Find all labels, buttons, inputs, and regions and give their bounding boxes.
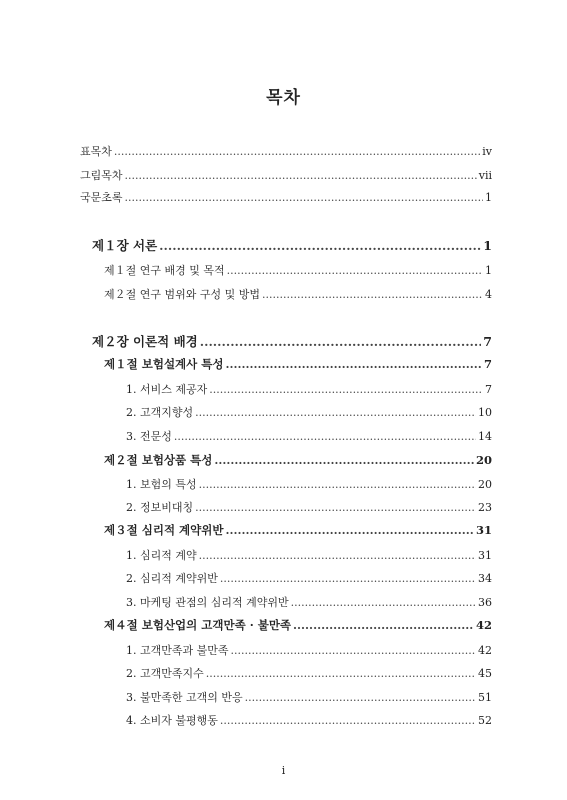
toc-label: 표목차 — [80, 145, 112, 158]
toc-section[interactable] — [104, 262, 492, 278]
toc-page: 7 — [483, 334, 492, 349]
toc-section[interactable] — [104, 452, 492, 468]
toc-page: 1 — [485, 264, 492, 277]
toc-item[interactable] — [126, 499, 492, 515]
toc-label: 2. 고객지향성 — [126, 406, 194, 419]
leader-dots — [220, 714, 476, 727]
toc-label: 2. 고객만족지수 — [126, 667, 204, 680]
toc-item[interactable] — [126, 689, 492, 705]
toc-chapter-2[interactable] — [92, 332, 492, 350]
toc-label: 2. 정보비대칭 — [126, 501, 194, 514]
page-number: i — [281, 764, 286, 777]
toc-section[interactable] — [104, 356, 492, 372]
toc-label: 3. 마케팅 관점의 심리적 계약위반 — [126, 596, 289, 609]
leader-dots — [159, 238, 481, 253]
leader-dots — [114, 145, 480, 158]
toc-label: 그림목차 — [80, 169, 123, 182]
toc-label: 제２절 연구 범위와 구성 및 방법 — [104, 288, 260, 301]
toc-item[interactable] — [126, 642, 492, 658]
leader-dots — [199, 478, 476, 491]
toc-label: 제２장 이론적 배경 — [92, 334, 198, 349]
toc-item[interactable] — [126, 476, 492, 492]
leader-dots — [226, 523, 474, 537]
leader-dots — [209, 383, 483, 396]
toc-entry-table-list[interactable] — [80, 143, 492, 159]
leader-dots — [226, 357, 482, 371]
toc-entry-abstract[interactable] — [80, 189, 492, 205]
toc-item[interactable] — [126, 381, 492, 397]
leader-dots — [125, 191, 483, 204]
toc-label: 4. 소비자 불평행동 — [126, 714, 218, 727]
toc-label: 1. 고객만족과 불만족 — [126, 644, 229, 657]
leader-dots — [125, 169, 477, 182]
toc-item[interactable] — [126, 404, 492, 420]
toc-entry-figure-list[interactable] — [80, 167, 492, 183]
toc-page: 1 — [483, 238, 492, 253]
leader-dots — [174, 430, 476, 443]
leader-dots — [199, 549, 476, 562]
toc-page: 51 — [478, 691, 492, 704]
toc-item[interactable] — [126, 665, 492, 681]
leader-dots — [245, 691, 476, 704]
toc-page: 7 — [485, 383, 492, 396]
toc-label: 2. 심리적 계약위반 — [126, 572, 218, 585]
toc-page: iv — [482, 145, 492, 158]
toc-page: 31 — [475, 523, 492, 537]
toc-item[interactable] — [126, 594, 492, 610]
toc-page: 36 — [478, 596, 492, 609]
toc-label: 3. 불만족한 고객의 반응 — [126, 691, 243, 704]
toc-label: 제４절 보험산업의 고객만족 · 불만족 — [104, 618, 292, 632]
leader-dots — [206, 667, 476, 680]
leader-dots — [291, 596, 476, 609]
toc-label: 국문초록 — [80, 191, 123, 204]
toc-page: 20 — [478, 478, 492, 491]
toc-label: 제１절 보험설계사 특성 — [104, 357, 224, 371]
toc-page: 10 — [478, 406, 492, 419]
leader-dots — [195, 501, 476, 514]
toc-page: 42 — [478, 644, 492, 657]
toc-section[interactable] — [104, 286, 492, 302]
toc-label: 제２절 보험상품 특성 — [104, 453, 213, 467]
toc-page: 45 — [478, 667, 492, 680]
toc-item[interactable] — [126, 570, 492, 586]
toc-label: 1. 보험의 특성 — [126, 478, 197, 491]
toc-page: 42 — [475, 618, 492, 632]
toc-page: 1 — [485, 191, 492, 204]
toc-page: 52 — [478, 714, 492, 727]
leader-dots — [231, 644, 477, 657]
toc-chapter-1[interactable] — [92, 236, 492, 254]
toc-page: 4 — [485, 288, 492, 301]
page-title: 목차 — [266, 88, 301, 108]
toc-item[interactable] — [126, 547, 492, 563]
toc-page: 14 — [478, 430, 492, 443]
leader-dots — [293, 618, 474, 632]
toc-label: 제３절 심리적 계약위반 — [104, 523, 224, 537]
toc-label: 1. 심리적 계약 — [126, 549, 197, 562]
toc-label: 1. 서비스 제공자 — [126, 383, 208, 396]
leader-dots — [214, 453, 474, 467]
toc-page: vii — [478, 169, 492, 182]
toc-section[interactable] — [104, 617, 492, 633]
toc-item[interactable] — [126, 428, 492, 444]
toc-item[interactable] — [126, 712, 492, 728]
leader-dots — [220, 572, 476, 585]
leader-dots — [227, 264, 483, 277]
toc-label: 제１장 서론 — [92, 238, 158, 253]
leader-dots — [195, 406, 476, 419]
toc-page: 7 — [483, 357, 492, 371]
toc-page: 31 — [478, 549, 492, 562]
toc-page: 23 — [478, 501, 492, 514]
toc-label: 3. 전문성 — [126, 430, 172, 443]
toc-section[interactable] — [104, 522, 492, 538]
toc-label: 제１절 연구 배경 및 목적 — [104, 264, 225, 277]
toc-page: 20 — [475, 453, 492, 467]
leader-dots — [200, 334, 482, 349]
toc-page: 34 — [478, 572, 492, 585]
leader-dots — [262, 288, 483, 301]
